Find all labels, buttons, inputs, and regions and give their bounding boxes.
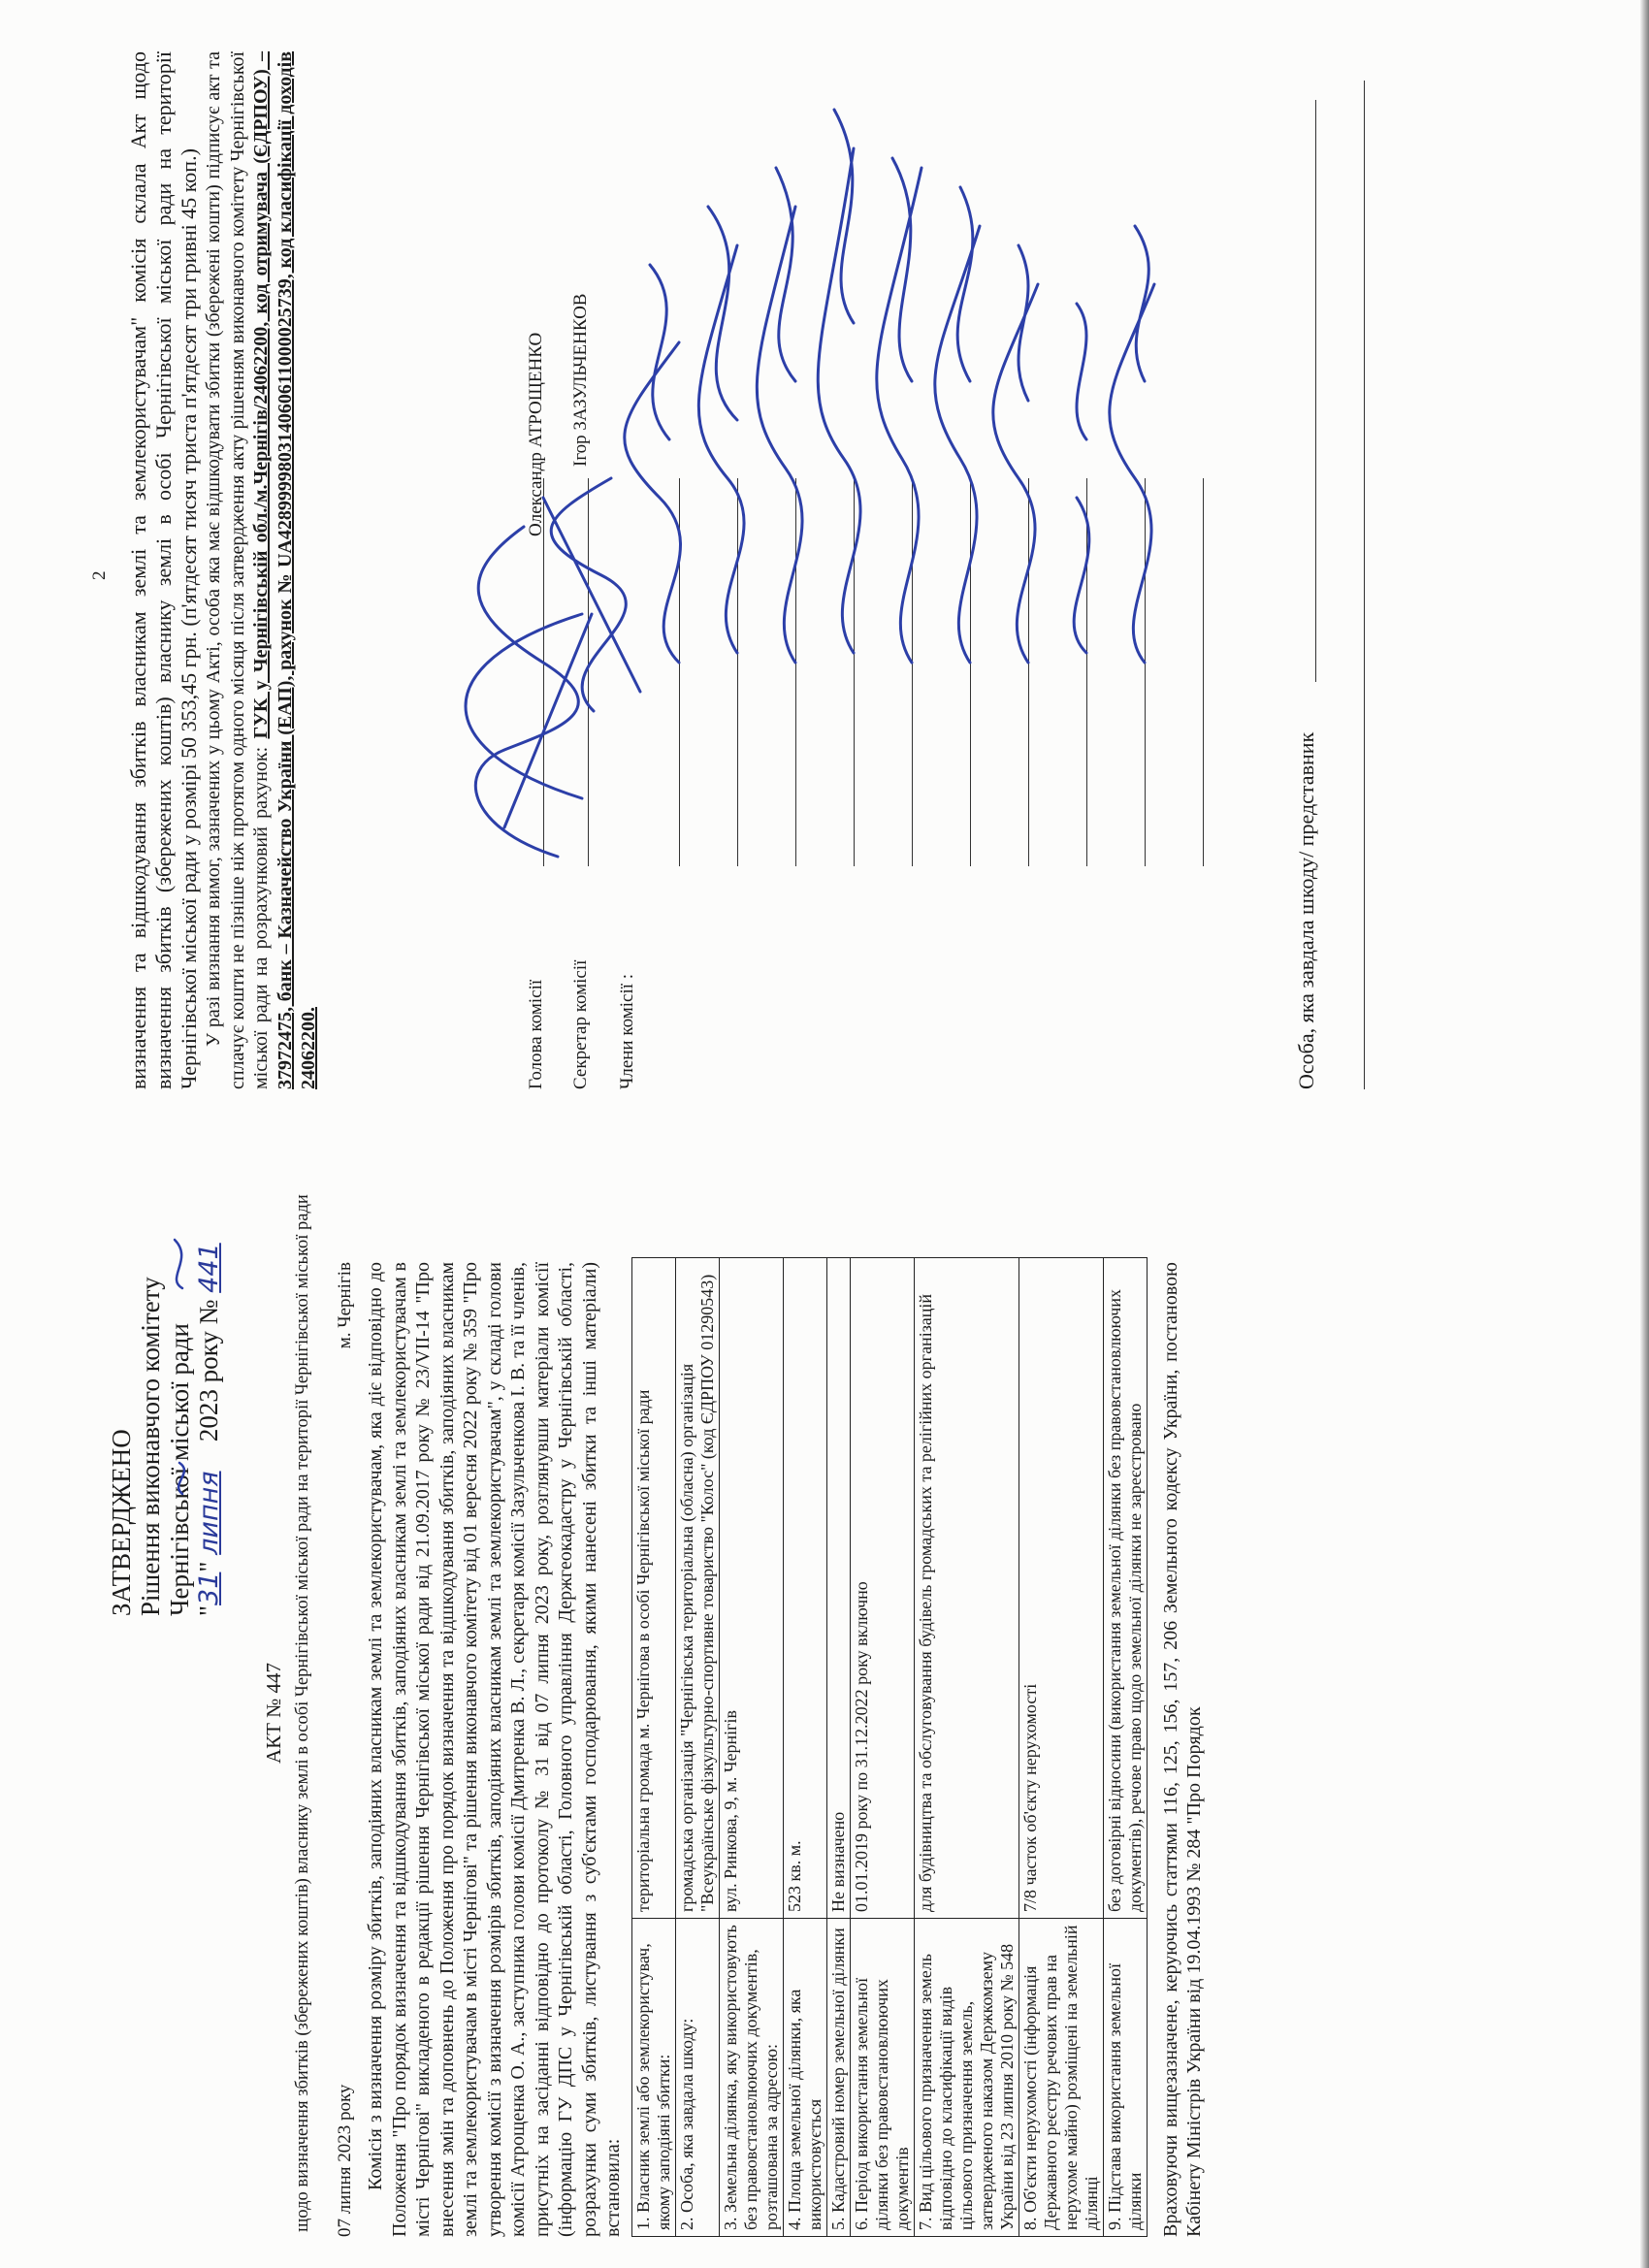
facts-row [631,1258,675,2237]
act-date-place [335,1262,356,2237]
facts-value: територіальна громада м. Чернігова в особі Чернігівської міської ради [631,1258,675,1919]
facts-value: громадська організація "Чернігівська територіальна (обласна) організація "Всеукраїнське фізкультурно-спортивне товариство "Колос" (код ЄДРПОУ 01290543) [675,1258,719,1919]
member-signature-line [1028,478,1029,866]
member-signature-5 [877,158,922,663]
approval-year: 2023 року № [194,1299,223,1442]
payment-text: У разі визнання вимог, зазначених у цьому Акті, особа яка має відшкодувати збитки (збережені кошти) підписує акт та сплачує кошти не пізніше ніж протягом одного місяця після затвердження акту рішенням виконавчого комітету Чернігівської міської ради на розрахунковий рахунок: [203,51,272,1089]
facts-key: 7. Вид цільового призначення земель відповідно до класифікації видів цільового призначення земель, затвердженого наказом Держкомзему України від 23 липня 2010 року № 548 [914,1919,1018,2237]
facts-value: 523 кв. м. [783,1258,826,1919]
member-signature-6 [935,187,980,663]
approval-line1: ЗАТВЕРДЖЕНО [107,1429,136,1616]
facts-value: 7/8 часток об'єкту нерухомості [1018,1258,1103,1919]
chair-label: Голова комісії [526,979,546,1089]
facts-value: вул. Ринкова, 9, м. Чернігів [719,1258,783,1919]
member-signature-7 [993,245,1038,663]
chair-signature [466,527,592,857]
approval-number: 441 [194,1243,224,1293]
member-signature-line [1145,478,1146,866]
members-label: Члени комісії : [617,973,637,1089]
facts-key: 3. Земельна ділянка, яку використовують без правовстановлюючих документів, розташована за адресою: [719,1919,783,2237]
member-signature-line [1086,478,1087,866]
member-signature-line [1203,478,1204,866]
secretary-signature [543,478,640,711]
secretary-name: Ігор ЗАЗУЛЬЧЕНКОВ [570,293,591,467]
facts-key: 4. Площа земельної ділянки, яка використовується [783,1919,826,2237]
secretary-label: Секретар комісії [570,959,591,1089]
facts-key: 5. Кадастровий номер земельної ділянки [826,1919,850,2237]
offender-label: Особа, яка завдала шкоду/ представник [1294,731,1318,1089]
facts-value: 01.01.2019 року по 31.12.2022 року включно [850,1258,914,1919]
act-intro: Комісія з визначення розміру збитків, заподіяних власникам землі та землекористувачам, яка діє відповідно до Положення "Про порядок визначення та відшкодування збитків, заподіяних власникам землі та землекористувачам в місті Чернігові" викладеного в редакції рішення Чернігівської міської ради від 21.09.2017 року № 23/VII-14 "Про внесення змін та доповнень до Положення про порядок визначення та відшкодування збитків, заподіяних власникам землі та землекористувачам в місті Чернігові" та рішення виконавчого комітету від 01 вересня 2022 року № 359 "Про утворення комісії з визначення розмірів збитків, заподіяних власникам землі та землекористувачам", у складі голови комісії Атрощенка О. А., заступника голови комісії Дмитренка В. Л., секретаря комісії Зазульченкова І. В. та її членів, присутніх на засіданні відповідно до протоколу № 31 від 07 липня 2023 року, розглянувши матеріали комісії (інформацію ГУ ДПС у Чернігівській області, Головного управління Держгеокадастру у Чернігівській області, розрахунки суми збитків, листування з суб'єктами господарювання, якими нанесені збитки та інші матеріали) встановила: [365,1262,624,2237]
page-edge-shadow [1640,0,1649,2268]
secretary-signature-line [588,478,589,866]
approval-line2: Рішення виконавчого комітету [136,1277,165,1616]
member-signature-line [795,478,796,866]
page-one [0,1152,1649,2268]
facts-row [783,1258,826,2237]
summary-paragraph: визначення та відшкодування збитків власникам землі та землекористувачам" комісія склала Акт щодо визначення збитків (збережених коштів) власнику землі в особі Чернігівської міської ради на території Чернігівської міської ради у розмірі 50 353,45 грн. (п'ятдесят тисяч триста п'ятдесят три гривні 45 коп.) [126,51,201,1089]
act-title: АКТ № 447 [262,1662,285,1765]
approval-month: липня [194,1471,224,1555]
act-facts-table [631,1257,1148,2237]
member-signature-9 [1110,226,1154,663]
facts-key: 6. Період використання земельної ділянки без правовстановлюючих документів [850,1919,914,2237]
facts-key: 8. Об'єкти нерухомості (інформація Державного реєстру речових прав на нерухоме майно) розміщені на земельній ділянці [1018,1919,1103,2237]
approval-date-line [194,1243,224,1616]
chair-name: Олександр АТРОЩЕНКО [526,332,546,536]
facts-row [914,1258,1018,2237]
facts-row [850,1258,914,2237]
offender-signature-line [1315,100,1316,682]
page-two-body [126,51,321,1089]
page-two [0,0,1649,1118]
chair-row [526,980,547,1089]
act-date: 07 липня 2023 року [335,2084,355,2237]
approval-line3: Чернігівської міської ради [165,1323,194,1616]
approval-day: 31 [194,1571,224,1605]
facts-key: 9. Підстава використання земельної ділянки [1103,1919,1147,2237]
page-number: 2 [89,570,110,580]
act-closing: Враховуючи вищезазначене, керуючись статтями 116, 125, 156, 157, 206 Земельного кодексу України, постановою Кабінету Міністрів України від 19.04.1993 № 284 "Про Порядок [1159,1262,1205,2237]
facts-key: 2. Особа, яка завдала шкоду: [675,1919,719,2237]
facts-value: для будівництва та обслуговування будівель громадських та релігійних організацій [914,1258,1018,1919]
facts-key: 1. Власник землі або землекористувач, якому заподіяні збитки: [631,1919,675,2237]
member-signature-line [679,478,680,866]
member-signature-line [737,478,738,866]
act-block [262,1189,1207,2237]
facts-row [1018,1258,1103,2237]
act-subtitle: щодо визначення збитків (збережених коштів) власнику землі в особі Чернігівської міської ради на території Чернігівської міської ради [293,1194,312,2232]
payment-account: ГУК у Чернігівській обл./м.Чернігів/24062200, код отримувача (ЄДРПОУ) – 37972475, банк – Казначейство України (ЕАП), рахунок № UA428999980314060611000025739, код класифікації доходів 24062200. [250,50,319,1089]
facts-row [1103,1258,1147,2237]
chair-signature-line [543,478,544,866]
facts-row [675,1258,719,2237]
facts-value: Не визначено [826,1258,850,1919]
payment-paragraph [202,51,321,1089]
quote-close: " [194,1561,223,1572]
quote-open: " [194,1604,223,1616]
member-signature-line [970,478,971,866]
facts-row [826,1258,850,2237]
facts-row [719,1258,783,2237]
member-signature-line [854,478,855,866]
facts-value: без договірні відносини (використання земельної ділянки без правовстановлюючих документів), речове право щодо земельної ділянки не зареєстровано [1103,1258,1147,1919]
act-place: м. Чернігів [335,1262,355,1349]
approval-stamp [107,1243,224,1616]
member-signature-line [912,478,913,866]
member-signature-1 [625,265,681,663]
offender-name-line [1364,81,1365,1089]
